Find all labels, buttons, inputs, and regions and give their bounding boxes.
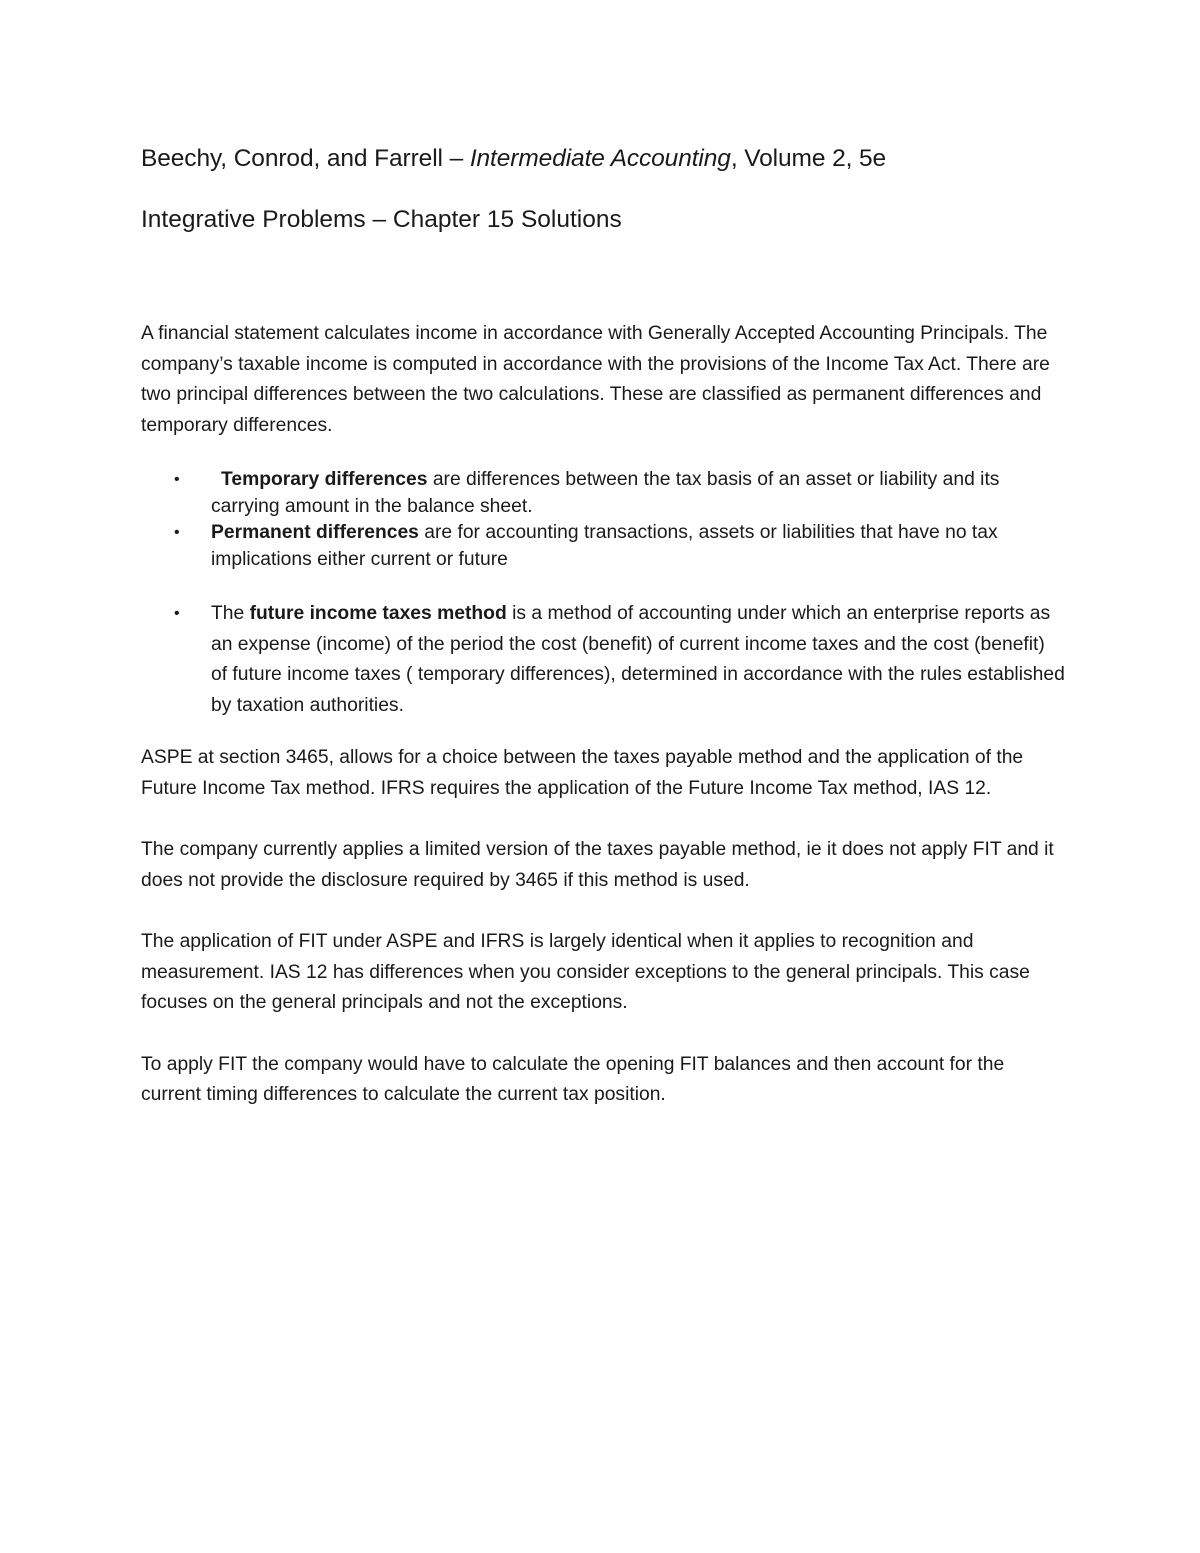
bullet-text: are differences between the tax basis of an asset or liability and its carrying amount in the balance sheet. — [211, 469, 1000, 517]
fit-application-paragraph: The application of FIT under ASPE and IFRS is largely identical when it applies to recognition and measurement. IAS 12 has differences when you consider exceptions to the general principals. This case focuses on the general principals and not the exceptions. — [141, 931, 1030, 1013]
list-item — [141, 520, 1066, 573]
fit-method-list — [141, 599, 1066, 721]
company-method-paragraph: The company currently applies a limited version of the taxes payable method, ie it does not apply FIT and it does not provide the disclosure required by 3465 if this method is used. — [141, 839, 1054, 891]
bullet-icon: • — [174, 524, 180, 541]
apply-fit-paragraph: To apply FIT the company would have to calculate the opening FIT balances and then account for the current timing differences to calculate the current tax position. — [141, 1053, 1005, 1105]
intro-paragraph: A financial statement calculates income in accordance with Generally Accepted Accounting Principals. The company’s taxable income is computed in accordance with the provisions of the Income Tax Act. There are two principal differences between the two calculations. These are classified as permanent differences and temporary differences. — [141, 323, 1050, 436]
bullet-icon: • — [174, 471, 180, 488]
bullet-text: are for accounting transactions, assets or liabilities that have no tax implications either current or future — [211, 522, 998, 570]
document-subtitle: Integrative Problems – Chapter 15 Solutions — [141, 206, 622, 233]
bullet-text: is a method of accounting under which an enterprise reports as an expense (income) of the period the cost (benefit) of current income taxes and the cost (benefit) of future income taxes ( temporary differences), determined in accordance with the rules established by taxation authorities. — [211, 603, 1065, 716]
bullet-term: future income taxes method — [249, 603, 507, 624]
list-item — [141, 467, 1066, 520]
bullet-term: Permanent differences — [211, 522, 419, 543]
bullet-icon: • — [174, 605, 180, 622]
differences-list — [141, 467, 1066, 573]
bullet-prefix: The — [211, 603, 250, 624]
document-title — [141, 140, 1066, 178]
document-content — [141, 140, 1066, 1142]
bullet-term: Temporary differences — [221, 469, 428, 490]
title-book: Intermediate Accounting — [469, 145, 731, 172]
title-authors: Beechy, Conrod, and Farrell – — [141, 145, 470, 172]
list-item — [141, 599, 1066, 721]
aspe-paragraph: ASPE at section 3465, allows for a choice between the taxes payable method and the application of the Future Income Tax method. IFRS requires the application of the Future Income Tax method, IAS 12. — [141, 747, 1024, 799]
title-edition: , Volume 2, 5e — [730, 145, 887, 172]
